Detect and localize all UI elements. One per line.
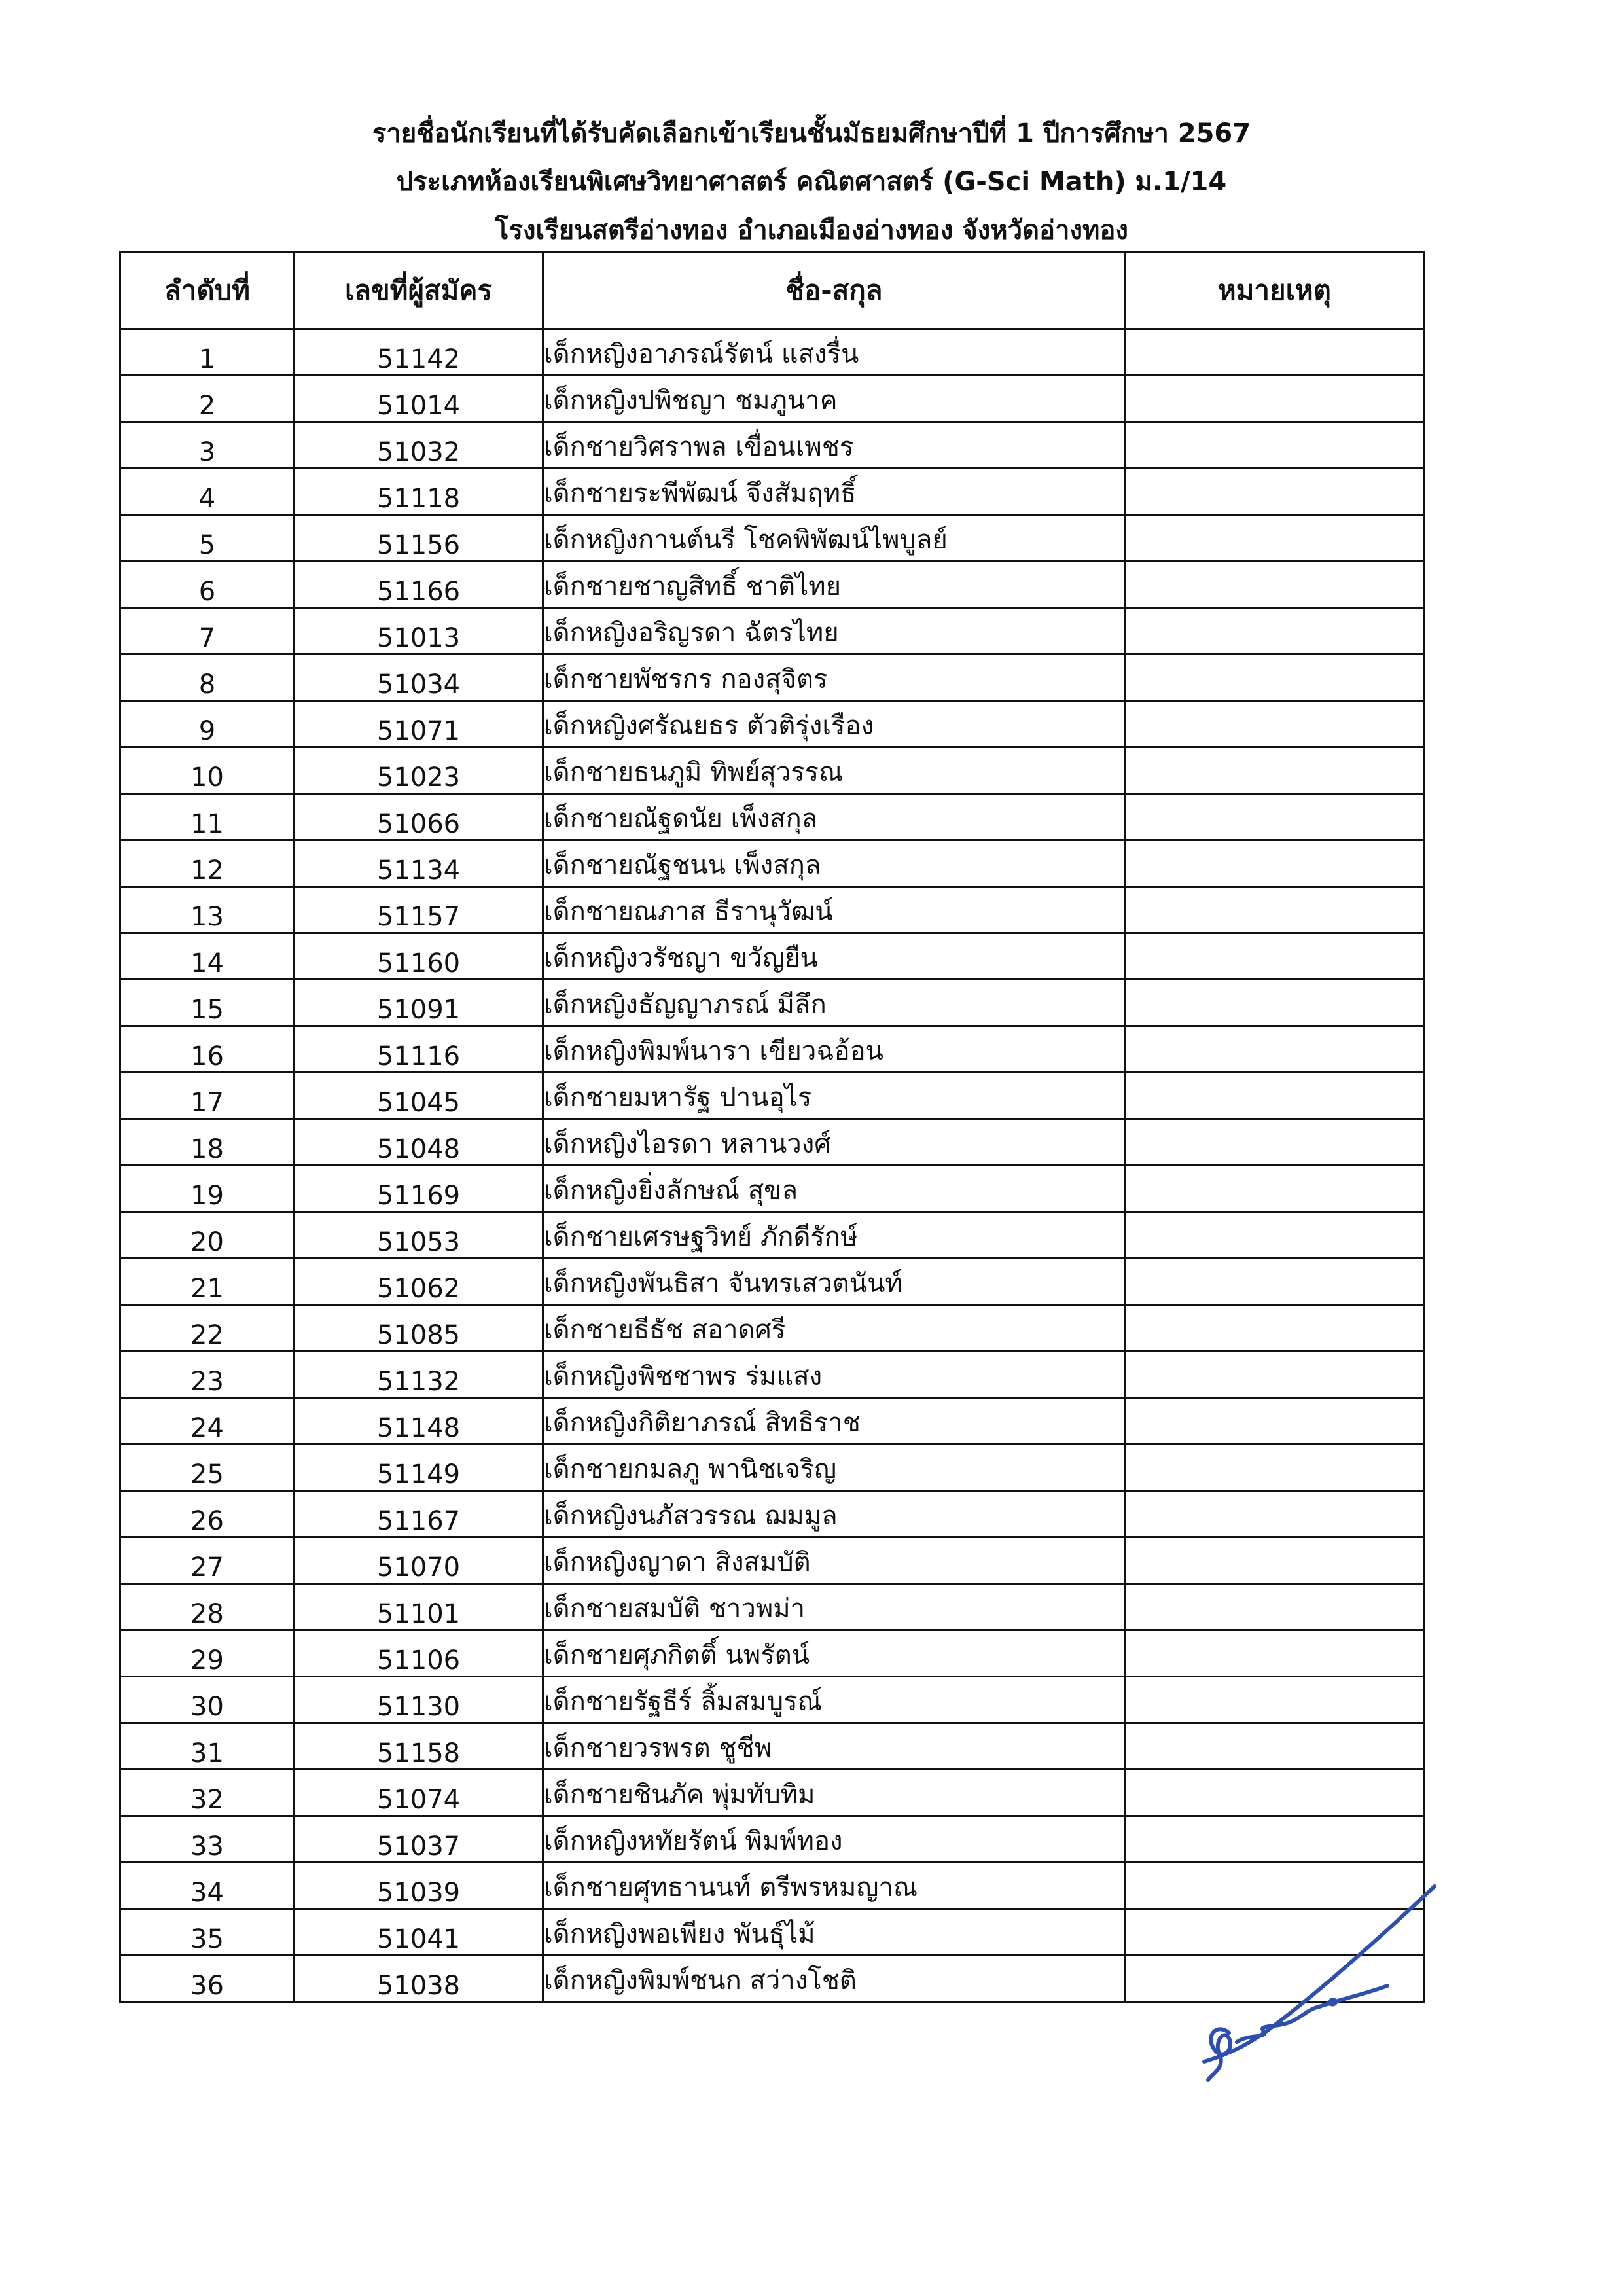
row-order-cell: 11: [120, 794, 294, 840]
row-order-cell: 1: [120, 329, 294, 376]
row-applicant-id-cell: 51160: [294, 933, 543, 980]
row-name-cell: เด็กหญิงพิมพ์นารา เขียวฉอ้อน: [543, 1026, 1126, 1073]
table-row: [120, 1119, 1424, 1166]
table-row: [120, 980, 1424, 1026]
row-remark-cell: [1126, 1073, 1424, 1119]
row-applicant-id-cell: 51039: [294, 1863, 543, 1909]
row-remark-cell: [1126, 1630, 1424, 1677]
row-name-cell: เด็กหญิงวรัชญา ขวัญยืน: [543, 933, 1126, 980]
row-order-cell: 8: [120, 655, 294, 701]
row-remark-cell: [1126, 1119, 1424, 1166]
row-applicant-id-cell: 51038: [294, 1956, 543, 2002]
row-applicant-id-cell: 51130: [294, 1677, 543, 1723]
row-applicant-id-cell: 51118: [294, 469, 543, 515]
row-applicant-id-cell: 51157: [294, 887, 543, 933]
row-order-cell: 21: [120, 1259, 294, 1305]
row-applicant-id-cell: 51071: [294, 701, 543, 747]
row-applicant-id-cell: 51048: [294, 1119, 543, 1166]
row-order-cell: 5: [120, 515, 294, 562]
table-header-row: [120, 253, 1424, 329]
row-order-cell: 36: [120, 1956, 294, 2002]
row-remark-cell: [1126, 608, 1424, 655]
row-order-cell: 3: [120, 422, 294, 469]
row-applicant-id-cell: 51045: [294, 1073, 543, 1119]
table-row: [120, 515, 1424, 562]
row-remark-cell: [1126, 422, 1424, 469]
row-remark-cell: [1126, 376, 1424, 422]
row-remark-cell: [1126, 469, 1424, 515]
row-remark-cell: [1126, 747, 1424, 794]
row-name-cell: เด็กหญิงไอรดา หลานวงศ์: [543, 1119, 1126, 1166]
document-subtitle: ประเภทห้องเรียนพิเศษวิทยาศาสตร์ คณิตศาสตร์ (G-Sci Math) ม.1/14: [396, 167, 1227, 197]
row-order-cell: 25: [120, 1444, 294, 1491]
row-remark-cell: [1126, 1584, 1424, 1630]
header-order: ลำดับที่: [120, 253, 294, 329]
row-remark-cell: [1126, 1259, 1424, 1305]
signature-strokes: [1204, 1886, 1435, 2080]
row-name-cell: เด็กชายธีธัช สอาดศรี: [543, 1305, 1126, 1352]
row-order-cell: 30: [120, 1677, 294, 1723]
row-remark-cell: [1126, 1305, 1424, 1352]
table-row: [120, 1212, 1424, 1259]
row-applicant-id-cell: 51132: [294, 1352, 543, 1398]
row-order-cell: 15: [120, 980, 294, 1026]
row-order-cell: 28: [120, 1584, 294, 1630]
table-row: [120, 422, 1424, 469]
table-row: [120, 1026, 1424, 1073]
row-name-cell: เด็กหญิงอริญรดา ฉัตรไทย: [543, 608, 1126, 655]
table-row: [120, 1398, 1424, 1444]
row-applicant-id-cell: 51014: [294, 376, 543, 422]
row-name-cell: เด็กชายพัชรกร กองสุจิตร: [543, 655, 1126, 701]
row-applicant-id-cell: 51149: [294, 1444, 543, 1491]
row-remark-cell: [1126, 933, 1424, 980]
row-name-cell: เด็กชายวิศราพล เขื่อนเพชร: [543, 422, 1126, 469]
row-remark-cell: [1126, 1677, 1424, 1723]
row-order-cell: 16: [120, 1026, 294, 1073]
row-order-cell: 32: [120, 1770, 294, 1816]
row-remark-cell: [1126, 1816, 1424, 1863]
row-name-cell: เด็กชายระพีพัฒน์ จึงสัมฤทธิ์: [543, 469, 1126, 515]
row-applicant-id-cell: 51091: [294, 980, 543, 1026]
row-remark-cell: [1126, 1398, 1424, 1444]
row-name-cell: เด็กหญิงกานต์นรี โชคพิพัฒน์ไพบูลย์: [543, 515, 1126, 562]
table-row: [120, 840, 1424, 887]
row-remark-cell: [1126, 980, 1424, 1026]
row-applicant-id-cell: 51156: [294, 515, 543, 562]
row-name-cell: เด็กหญิงกิติยาภรณ์ สิทธิราช: [543, 1398, 1126, 1444]
row-remark-cell: [1126, 1026, 1424, 1073]
row-remark-cell: [1126, 562, 1424, 608]
row-order-cell: 9: [120, 701, 294, 747]
row-applicant-id-cell: 51034: [294, 655, 543, 701]
table-row: [120, 329, 1424, 376]
table-row: [120, 887, 1424, 933]
row-order-cell: 29: [120, 1630, 294, 1677]
table-row: [120, 1537, 1424, 1584]
table-row: [120, 1305, 1424, 1352]
row-applicant-id-cell: 51085: [294, 1305, 543, 1352]
row-name-cell: เด็กชายณภาส ธีรานุวัฒน์: [543, 887, 1126, 933]
row-applicant-id-cell: 51169: [294, 1166, 543, 1212]
signature-flourish-stroke: [1237, 2007, 1319, 2042]
row-name-cell: เด็กชายธนภูมิ ทิพย์สุวรรณ: [543, 747, 1126, 794]
row-name-cell: เด็กชายรัฐธีร์ ลิ้มสมบูรณ์: [543, 1677, 1126, 1723]
row-order-cell: 10: [120, 747, 294, 794]
table-row: [120, 1166, 1424, 1212]
table-body: [120, 329, 1424, 2002]
row-applicant-id-cell: 51134: [294, 840, 543, 887]
table-row: [120, 1770, 1424, 1816]
row-order-cell: 27: [120, 1537, 294, 1584]
row-remark-cell: [1126, 329, 1424, 376]
table-row: [120, 1444, 1424, 1491]
row-order-cell: 20: [120, 1212, 294, 1259]
header-remark: หมายเหตุ: [1126, 253, 1424, 329]
table-row: [120, 933, 1424, 980]
row-applicant-id-cell: 51023: [294, 747, 543, 794]
row-applicant-id-cell: 51070: [294, 1537, 543, 1584]
row-remark-cell: [1126, 1212, 1424, 1259]
row-order-cell: 24: [120, 1398, 294, 1444]
table-row: [120, 1677, 1424, 1723]
row-name-cell: เด็กชายชินภัค พุ่มทับทิม: [543, 1770, 1126, 1816]
row-name-cell: เด็กหญิงหทัยรัตน์ พิมพ์ทอง: [543, 1816, 1126, 1863]
table-row: [120, 1584, 1424, 1630]
header-applicant-id: เลขที่ผู้สมัคร: [294, 253, 543, 329]
row-applicant-id-cell: 51041: [294, 1909, 543, 1956]
row-remark-cell: [1126, 1444, 1424, 1491]
row-name-cell: เด็กหญิงอาภรณ์รัตน์ แสงรื่น: [543, 329, 1126, 376]
row-applicant-id-cell: 51037: [294, 1816, 543, 1863]
row-name-cell: เด็กชายวรพรต ชูชีพ: [543, 1723, 1126, 1770]
row-name-cell: เด็กชายมหารัฐ ปานอุไร: [543, 1073, 1126, 1119]
row-order-cell: 13: [120, 887, 294, 933]
row-applicant-id-cell: 51166: [294, 562, 543, 608]
row-applicant-id-cell: 51053: [294, 1212, 543, 1259]
row-applicant-id-cell: 51066: [294, 794, 543, 840]
table-row: [120, 1816, 1424, 1863]
student-table: [119, 251, 1425, 2003]
row-remark-cell: [1126, 794, 1424, 840]
table-row: [120, 1630, 1424, 1677]
row-order-cell: 4: [120, 469, 294, 515]
school-name: โรงเรียนสตรีอ่างทอง อำเภอเมืองอ่างทอง จังหวัดอ่างทอง: [495, 215, 1128, 245]
row-name-cell: เด็กหญิงพิชชาพร ร่มแสง: [543, 1352, 1126, 1398]
row-remark-cell: [1126, 1723, 1424, 1770]
row-applicant-id-cell: 51101: [294, 1584, 543, 1630]
row-name-cell: เด็กหญิงพอเพียง พันธุ์ไม้: [543, 1909, 1126, 1956]
row-order-cell: 35: [120, 1909, 294, 1956]
row-remark-cell: [1126, 1166, 1424, 1212]
row-name-cell: เด็กชายณัฐชนน เพ็งสกุล: [543, 840, 1126, 887]
row-order-cell: 33: [120, 1816, 294, 1863]
row-order-cell: 18: [120, 1119, 294, 1166]
row-order-cell: 31: [120, 1723, 294, 1770]
table-row: [120, 562, 1424, 608]
row-order-cell: 7: [120, 608, 294, 655]
row-name-cell: เด็กหญิงธัญญาภรณ์ มีลึก: [543, 980, 1126, 1026]
row-applicant-id-cell: 51032: [294, 422, 543, 469]
row-applicant-id-cell: 51116: [294, 1026, 543, 1073]
row-applicant-id-cell: 51062: [294, 1259, 543, 1305]
row-applicant-id-cell: 51074: [294, 1770, 543, 1816]
table-row: [120, 608, 1424, 655]
table-row: [120, 1491, 1424, 1537]
row-applicant-id-cell: 51158: [294, 1723, 543, 1770]
row-applicant-id-cell: 51167: [294, 1491, 543, 1537]
row-remark-cell: [1126, 1537, 1424, 1584]
signature: [1191, 1878, 1440, 2088]
row-name-cell: เด็กชายเศรษฐวิทย์ ภักดีรักษ์: [543, 1212, 1126, 1259]
row-name-cell: เด็กชายศุทธานนท์ ตรีพรหมญาณ: [543, 1863, 1126, 1909]
header-full-name: ชื่อ-สกุล: [543, 253, 1126, 329]
row-order-cell: 17: [120, 1073, 294, 1119]
table-row: [120, 701, 1424, 747]
table-row: [120, 1259, 1424, 1305]
row-name-cell: เด็กหญิงพันธิสา จันทรเสวตนันท์: [543, 1259, 1126, 1305]
row-applicant-id-cell: 51106: [294, 1630, 543, 1677]
row-order-cell: 34: [120, 1863, 294, 1909]
row-order-cell: 6: [120, 562, 294, 608]
row-order-cell: 26: [120, 1491, 294, 1537]
row-name-cell: เด็กชายณัฐดนัย เพ็งสกุล: [543, 794, 1126, 840]
row-order-cell: 14: [120, 933, 294, 980]
signature-main-stroke: [1204, 1886, 1435, 2062]
row-applicant-id-cell: 51013: [294, 608, 543, 655]
row-remark-cell: [1126, 840, 1424, 887]
row-order-cell: 22: [120, 1305, 294, 1352]
row-remark-cell: [1126, 701, 1424, 747]
row-applicant-id-cell: 51148: [294, 1398, 543, 1444]
row-name-cell: เด็กหญิงยิ่งลักษณ์ สุขล: [543, 1166, 1126, 1212]
row-name-cell: เด็กชายกมลภู พานิชเจริญ: [543, 1444, 1126, 1491]
table-row: [120, 469, 1424, 515]
row-remark-cell: [1126, 1770, 1424, 1816]
row-name-cell: เด็กหญิงศรัณยธร ตัวติรุ่งเรือง: [543, 701, 1126, 747]
row-name-cell: เด็กหญิงพิมพ์ชนก สว่างโชติ: [543, 1956, 1126, 2002]
row-applicant-id-cell: 51142: [294, 329, 543, 376]
row-name-cell: เด็กหญิงปพิชญา ชมภูนาค: [543, 376, 1126, 422]
table-row: [120, 376, 1424, 422]
row-remark-cell: [1126, 1352, 1424, 1398]
table-row: [120, 655, 1424, 701]
row-order-cell: 2: [120, 376, 294, 422]
row-name-cell: เด็กชายชาญสิทธิ์ ชาติไทย: [543, 562, 1126, 608]
row-name-cell: เด็กหญิงนภัสวรรณ ฌมมูล: [543, 1491, 1126, 1537]
document-title: รายชื่อนักเรียนที่ได้รับคัดเลือกเข้าเรียนชั้นมัธยมศึกษาปีที่ 1 ปีการศึกษา 2567: [372, 118, 1251, 149]
row-name-cell: เด็กชายศุภกิตติ์ นพรัตน์: [543, 1630, 1126, 1677]
table-row: [120, 794, 1424, 840]
signature-loop-stroke: [1208, 2029, 1230, 2080]
row-name-cell: เด็กชายสมบัติ ชาวพม่า: [543, 1584, 1126, 1630]
row-order-cell: 12: [120, 840, 294, 887]
table-row: [120, 1723, 1424, 1770]
row-remark-cell: [1126, 887, 1424, 933]
table-row: [120, 1352, 1424, 1398]
table-row: [120, 1073, 1424, 1119]
table-row: [120, 747, 1424, 794]
row-name-cell: เด็กหญิงญาดา สิงสมบัติ: [543, 1537, 1126, 1584]
row-order-cell: 19: [120, 1166, 294, 1212]
row-remark-cell: [1126, 515, 1424, 562]
row-order-cell: 23: [120, 1352, 294, 1398]
row-remark-cell: [1126, 655, 1424, 701]
row-remark-cell: [1126, 1491, 1424, 1537]
